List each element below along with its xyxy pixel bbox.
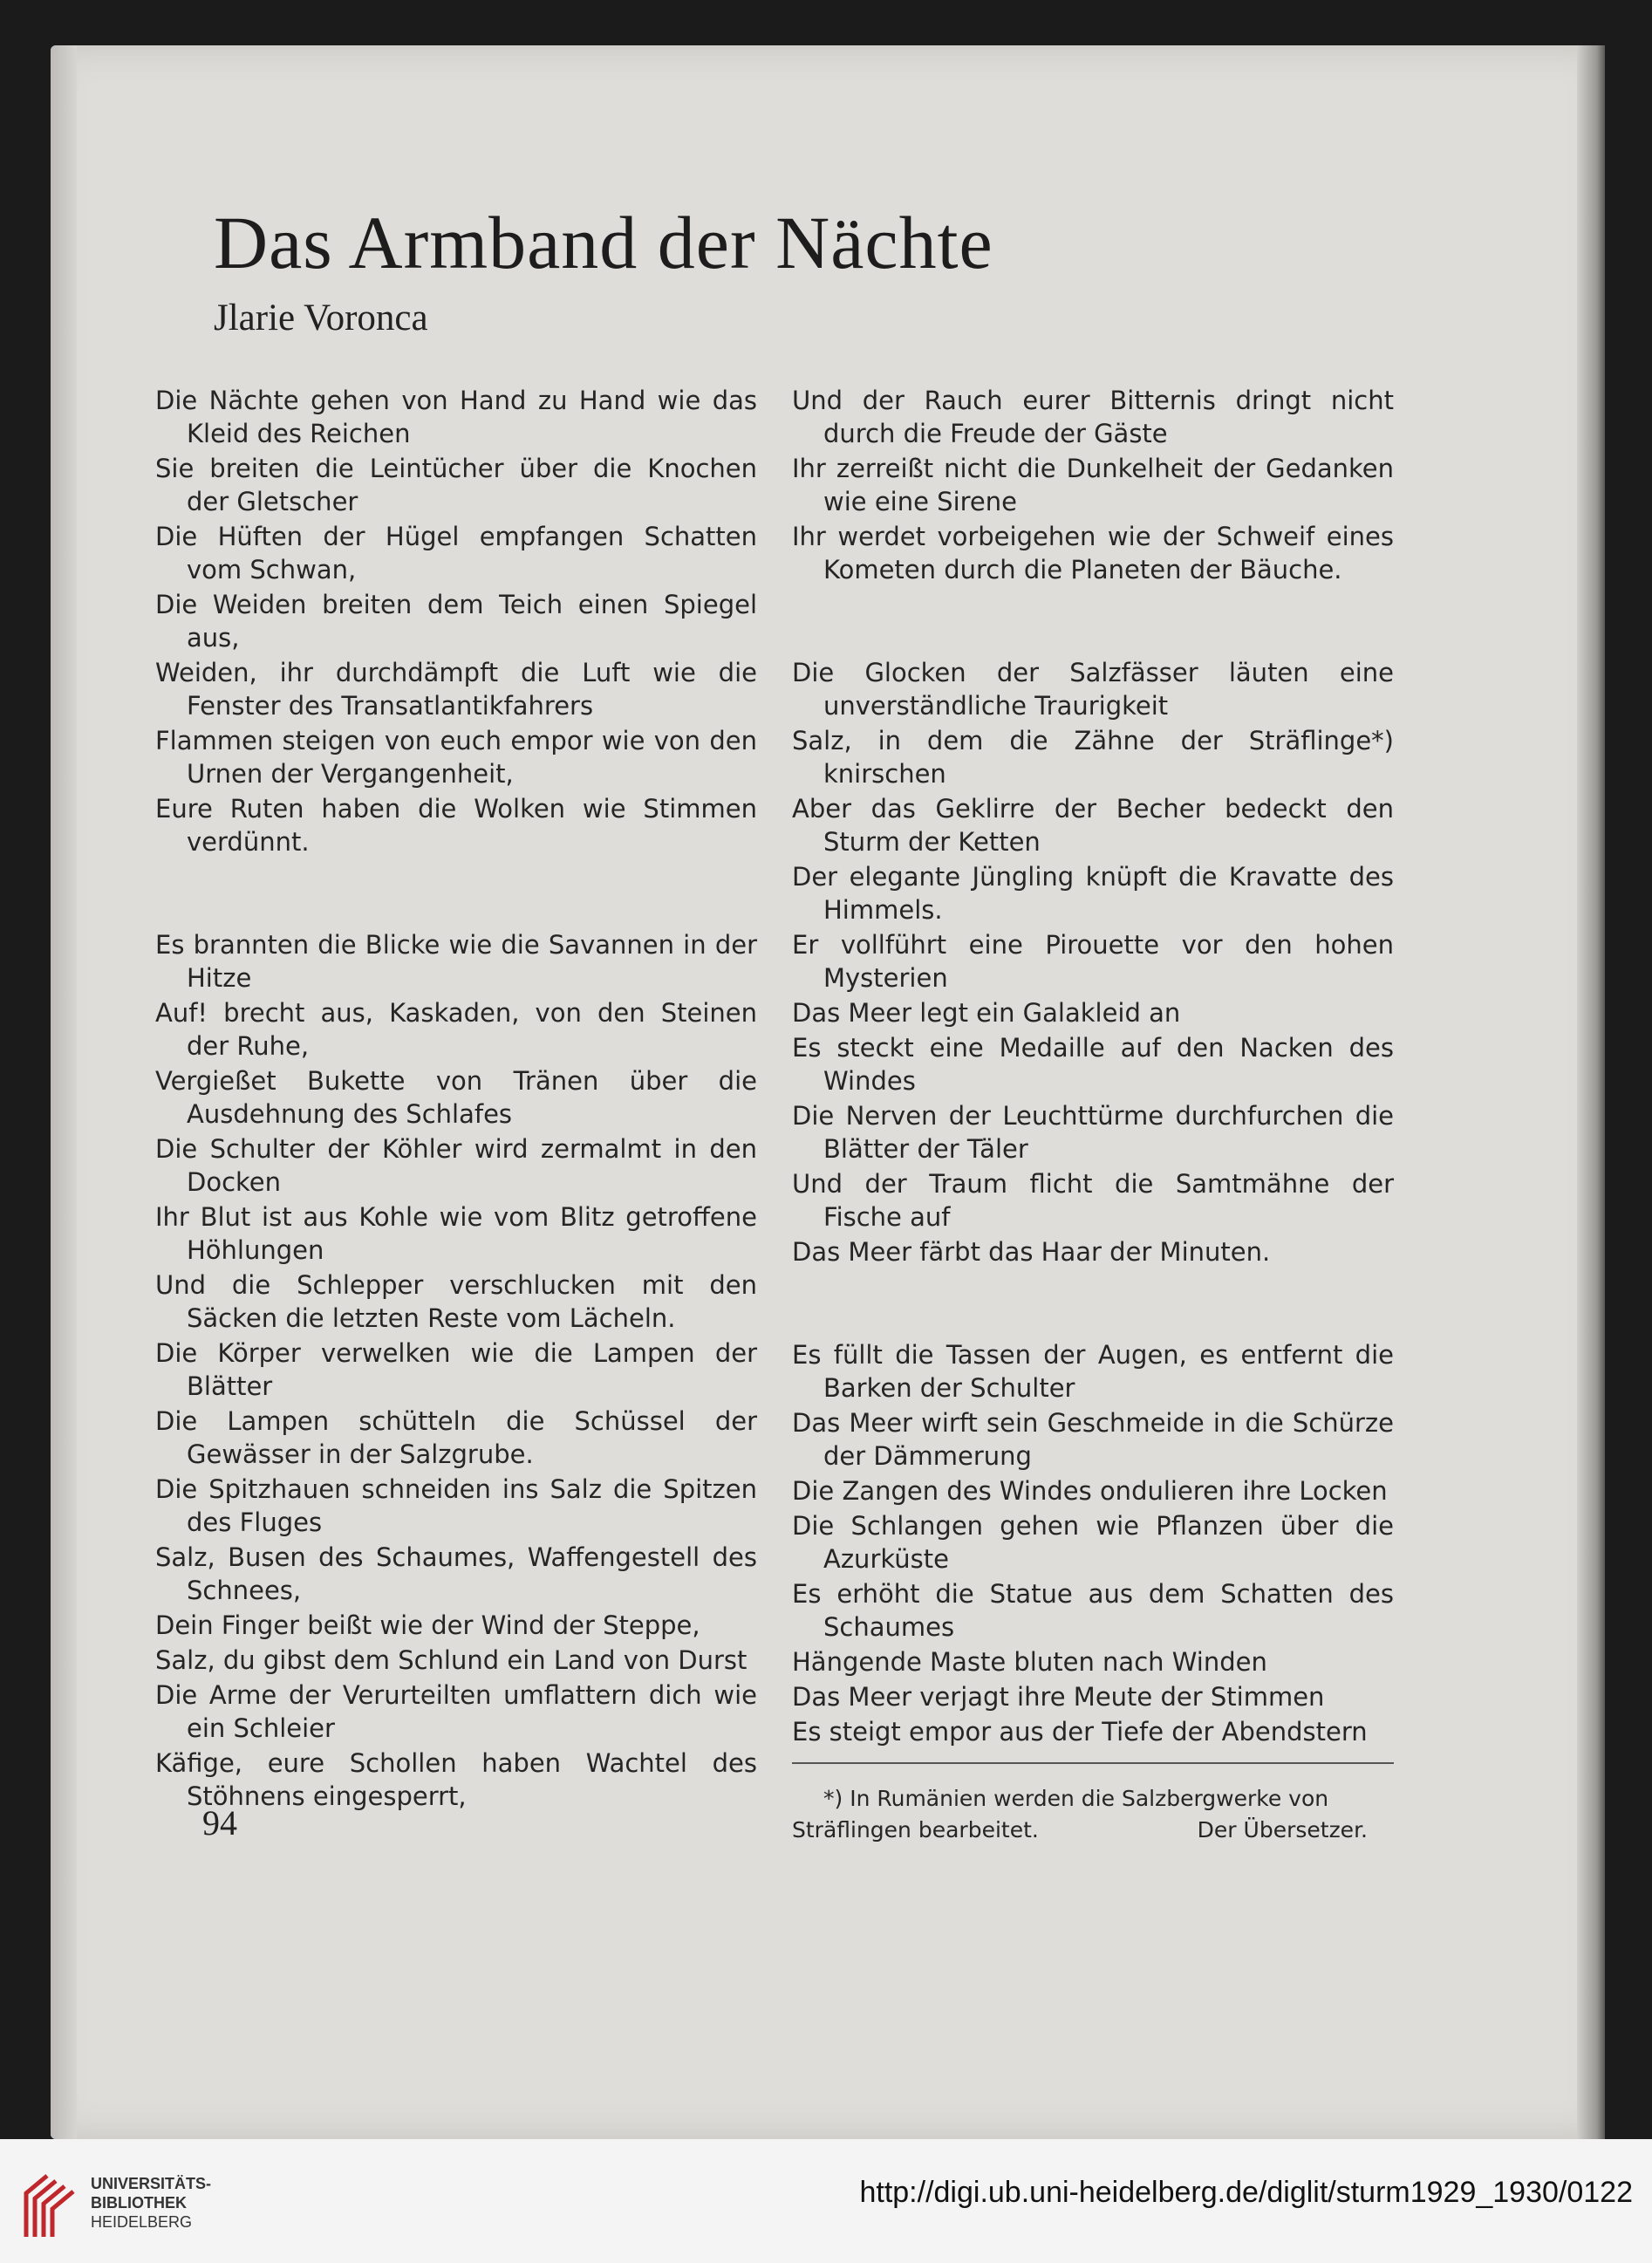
poem-line: Das Meer wirft sein Geschmeide in die Schürze der Dämmerung [792, 1408, 1394, 1471]
poem-line: Salz, du gibst dem Schlund ein Land von Durst [155, 1645, 747, 1675]
page-edge-right [1577, 45, 1605, 2139]
poem-line: Eure Ruten haben die Wolken wie Stimmen verdünnt. [155, 794, 757, 857]
article-author: Jlarie Voronca [214, 297, 428, 338]
poem-line: Er vollführt eine Pirouette vor den hohen Mysterien [792, 930, 1394, 993]
poem-line: Salz, in dem die Zähne der Sträflinge*) knirschen [792, 726, 1394, 789]
poem-stanza [792, 384, 1394, 586]
poem-column-left [155, 384, 757, 1883]
page-number: 94 [202, 1803, 237, 1843]
poem-line: Salz, Busen des Schaumes, Waffengestell des Schnees, [155, 1542, 757, 1605]
poem-line: Es brannten die Blicke wie die Savannen in der Hitze [155, 930, 757, 993]
poem-line: Es steigt empor aus der Tiefe der Abendstern [792, 1717, 1368, 1747]
poem-line: Die Körper verwelken wie die Lampen der Blätter [155, 1338, 757, 1401]
poem-line: Das Meer legt ein Galakleid an [792, 998, 1181, 1028]
footnote [792, 1762, 1394, 1846]
poem-line: Die Hüften der Hügel empfangen Schatten vom Schwan, [155, 522, 757, 585]
library-name [91, 2174, 211, 2232]
poem-line: Und der Rauch eurer Bitternis dringt nicht durch die Freude der Gäste [792, 386, 1394, 448]
poem-line: Flammen steigen von euch empor wie von den Urnen der Vergangenheit, [155, 726, 757, 789]
poem-line: Käfige, eure Schollen haben Wachtel des Stöhnens eingesperrt, [155, 1748, 757, 1811]
poem-line: Die Schulter der Köhler wird zermalmt in den Docken [155, 1134, 757, 1197]
page-edge-left [51, 45, 77, 2139]
poem-stanza [792, 1338, 1394, 1748]
poem-line: Ihr werdet vorbeigehen wie der Schweif eines Kometen durch die Planeten der Bäuche. [792, 522, 1394, 585]
poem-line: Auf! brecht aus, Kaskaden, von den Steinen der Ruhe, [155, 998, 757, 1061]
poem-line: Die Weiden breiten dem Teich einen Spiegel aus, [155, 590, 757, 653]
poem-line: Der elegante Jüngling knüpft die Kravatte des Himmels. [792, 862, 1394, 925]
poem-line: Es erhöht die Statue aus dem Schatten des Schaumes [792, 1579, 1394, 1642]
poem-line: Aber das Geklirre der Becher bedeckt den Sturm der Ketten [792, 794, 1394, 857]
poem-line: Das Meer verjagt ihre Meute der Stimmen [792, 1682, 1325, 1712]
poem-line: Die Zangen des Windes ondulieren ihre Locken [792, 1476, 1388, 1506]
poem-line: Und der Traum flicht die Samtmähne der Fische auf [792, 1169, 1394, 1232]
poem-stanza [792, 656, 1394, 1268]
poem-line: Ihr zerreißt nicht die Dunkelheit der Gedanken wie eine Sirene [792, 454, 1394, 516]
article-title: Das Armband der Nächte [214, 201, 993, 284]
poem-line: Die Nerven der Leuchttürme durchfurchen die Blätter der Täler [792, 1101, 1394, 1164]
poem-line: Die Arme der Verurteilten umflattern dich wie ein Schleier [155, 1680, 757, 1743]
library-name-line1: UNIVERSITÄTS- [91, 2175, 212, 2192]
poem-column-right [792, 384, 1394, 1846]
library-logo-icon [17, 2158, 79, 2242]
poem-line: Das Meer färbt das Haar der Minuten. [792, 1237, 1271, 1267]
poem-line: Sie breiten die Leintücher über die Knochen der Gletscher [155, 454, 757, 516]
library-footer [0, 2139, 1652, 2263]
poem-line: Die Glocken der Salzfässer läuten eine unverständliche Traurigkeit [792, 658, 1394, 721]
poem-line: Ihr Blut ist aus Kohle wie vom Blitz getroffene Höhlungen [155, 1202, 757, 1265]
library-name-line3: HEIDELBERG [91, 2213, 193, 2231]
poem-line: Vergießet Bukette von Tränen über die Ausdehnung des Schlafes [155, 1066, 757, 1129]
poem-line: Hängende Maste bluten nach Winden [792, 1647, 1267, 1677]
poem-line: Es steckt eine Medaille auf den Nacken des Windes [792, 1033, 1394, 1096]
footnote-signature: Der Übersetzer. [1197, 1817, 1368, 1843]
poem-column-right-stanzas [792, 384, 1394, 1748]
poem-line: Die Lampen schütteln die Schüssel der Gewässer in der Salzgrube. [155, 1406, 757, 1469]
poem-stanza [155, 384, 757, 858]
poem-line: Die Spitzhauen schneiden ins Salz die Spitzen des Fluges [155, 1474, 757, 1537]
poem-stanza [155, 928, 757, 1813]
source-url-link[interactable]: http://digi.ub.uni-heidelberg.de/diglit/sturm1929_1930/0122 [859, 2176, 1633, 2209]
poem-line: Und die Schlepper verschlucken mit den Säcken die letzten Reste vom Lächeln. [155, 1270, 757, 1333]
poem-line: Die Nächte gehen von Hand zu Hand wie das Kleid des Reichen [155, 386, 757, 448]
library-name-line2: BIBLIOTHEK [91, 2194, 187, 2212]
poem-line: Dein Finger beißt wie der Wind der Steppe, [155, 1610, 700, 1640]
footnote-text: *) In Rumänien werden die Salzbergwerke von Sträflingen bearbeitet. [792, 1786, 1329, 1843]
poem-line: Weiden, ihr durchdämpft die Luft wie die Fenster des Transatlantikfahrers [155, 658, 757, 721]
poem-line: Es füllt die Tassen der Augen, es entfernt die Barken der Schulter [792, 1340, 1394, 1403]
poem-line: Die Schlangen gehen wie Pflanzen über die Azurküste [792, 1511, 1394, 1574]
